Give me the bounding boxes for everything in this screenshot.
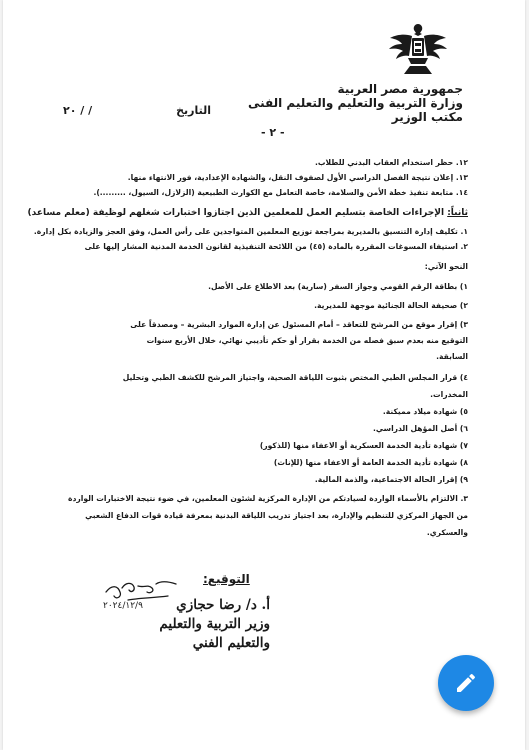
list-item: ١. تكليف إدارة التنسيق بالمديرية بمراجعة توزيع المعلمين المتواجدين على رأس العمل، وفق العجز والزيادة بكل إدارة.: [33, 227, 468, 236]
continuation-text: النحو الآتي:: [424, 262, 468, 271]
list-item: ٣. الالتزام بالأسماء الواردة لسيادتكم من الإدارة المركزية لشئون المعلمين، في ضوء نتيجة الاختبارات الواردة: [67, 494, 468, 503]
document-item: ٢) صحيفة الحالة الجنائية موجهة للمديرية.: [314, 301, 468, 310]
document-item-continuation: السابقة.: [436, 352, 468, 361]
signer-title: والتعليم الفني: [192, 635, 270, 651]
document-item: ٨) شهادة تأدية الخدمة العامة أو الاعفاء منها (للإناث): [273, 458, 468, 467]
ministry-line: وزارة التربية والتعليم والتعليم الفنى: [247, 96, 463, 110]
edit-button[interactable]: [438, 655, 494, 711]
date-line: [63, 104, 211, 117]
list-item: ٢. استيفاء المسوغات المقررة بالمادة (٤٥) من اللائحة التنفيذية لقانون الخدمة المدنية المشار إليها على: [84, 242, 468, 251]
signer-name: أ. د/ رضا حجازي: [176, 597, 270, 613]
document-item: ٤) قرار المجلس الطبي المختص بثبوت اللياقة الصحية، واجتياز المرشح للكشف الطبي وتحليل: [122, 373, 468, 382]
section-title: الإجراءات الخاصة بتسليم العمل للمعلمين الذين اجتازوا اختبارات شغلهم لوظيفة (معلم مساعد): [27, 208, 445, 218]
section-number: ثانياً:: [447, 208, 468, 218]
ministry-header: [248, 82, 463, 124]
ministry-line: جمهورية مصر العربية: [337, 82, 463, 96]
document-page: [3, 0, 525, 750]
document-item: ٩) إقرار الحالة الاجتماعية، والذمة المالية.: [314, 475, 468, 484]
page-number: - ٢ -: [261, 126, 285, 139]
document-item-continuation: التوقيع منه بعدم سبق فصله من الخدمة بقرار أو حكم تأديبي نهائي، خلال الأربع سنوات: [146, 336, 468, 345]
document-item-continuation: المخدرات.: [430, 390, 468, 399]
signature-label: التوقيع:: [203, 572, 250, 586]
ministry-line: مكتب الوزير: [391, 110, 463, 124]
document-item: ٣) إقرار موقع من المرشح للتعاقد – أمام المسئول عن إدارة الموارد البشرية – ومصدقاً على: [130, 320, 468, 329]
document-item: ١) بطاقة الرقم القومي وجواز السفر (سارية) بعد الاطلاع على الأصل.: [208, 282, 468, 291]
handwritten-date: ٢٠٢٤/١٢/٩: [103, 601, 143, 610]
section-heading: [28, 208, 468, 218]
document-item: ٧) شهادة تأدية الخدمة العسكرية أو الاعفاء منها (للذكور): [259, 441, 468, 450]
signature-block: [120, 596, 270, 653]
date-label: التاريخ: [176, 104, 211, 117]
list-item: ١٢. حظر استخدام العقاب البدني للطلاب.: [315, 158, 468, 167]
document-item: ٥) شهادة ميلاد مميكنة.: [382, 407, 468, 416]
document-item: ٦) أصل المؤهل الدراسي.: [373, 424, 468, 433]
signer-title: وزير التربية والتعليم: [159, 616, 270, 632]
date-value: / / ٢٠: [63, 104, 93, 117]
list-item: من الجهاز المركزي للتنظيم والإدارة، بعد اجتياز تدريب اللياقة البدنية بمعرفة قيادة قوات الدفاع الشعبي: [85, 511, 468, 520]
list-item: ١٤. متابعة تنفيذ خطة الأمن والسلامة، خاصة التعامل مع الكوارث الطبيعية (الزلازل، السيول، .........).: [93, 188, 468, 197]
list-item: ١٣. إعلان نتيجة الفصل الدراسي الأول لصفوف النقل، والشهادة الإعدادية، فور الانتهاء منها.: [127, 173, 468, 182]
eagle-emblem-icon: [386, 18, 450, 78]
list-item: والعسكري.: [426, 528, 468, 537]
pencil-icon: [454, 671, 478, 695]
